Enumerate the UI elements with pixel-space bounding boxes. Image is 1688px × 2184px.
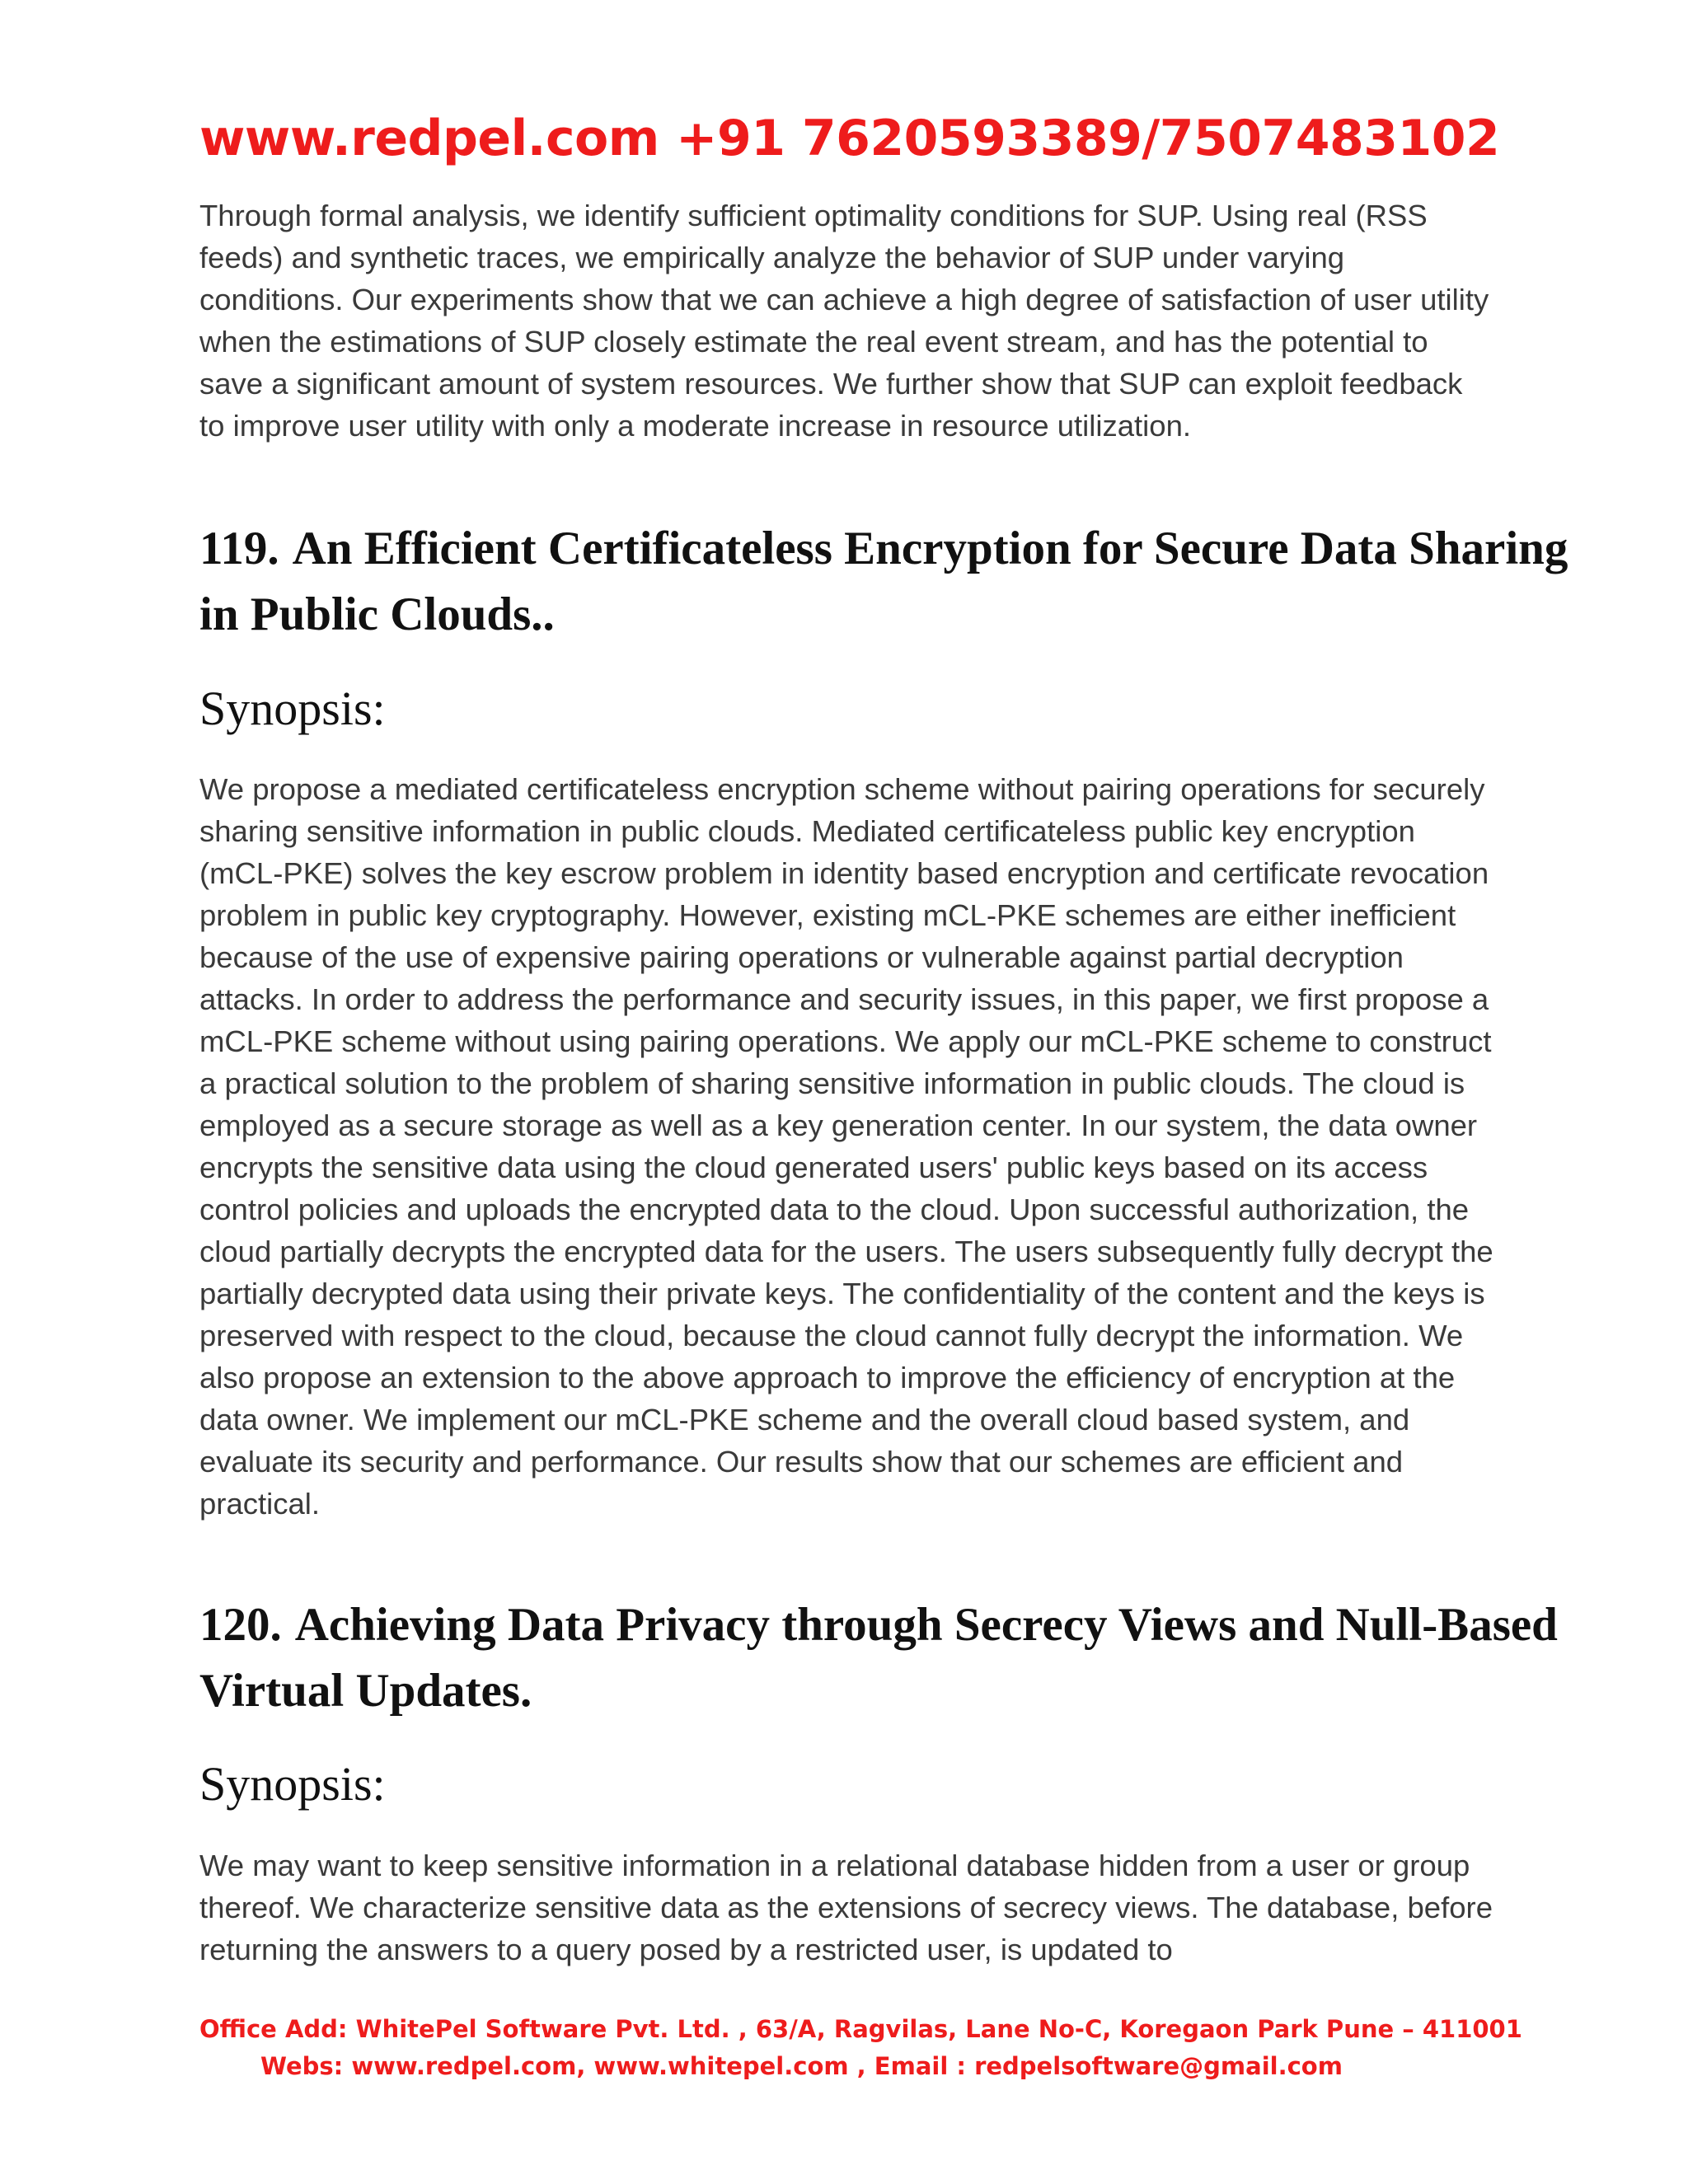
intro-paragraph: Through formal analysis, we identify sufficient optimality conditions for SUP. Using real (RSS feeds) and synthetic traces, we empirically analyze the behavior of SUP under varying conditions. Our experiments show that we can achieve a high degree of satisfaction of user utility when the estimations of SUP closely estimate the real event stream, and has the potential to save a significant amount of system resources. We further show that SUP can exploit feedback to improve user utility with only a moderate increase in resource utilization. <box>199 199 1489 443</box>
synopsis-label: Synopsis: <box>199 682 386 735</box>
section-body-119: We propose a mediated certificateless encryption scheme without pairing operations for securely sharing sensitive information in public clouds. Mediated certificateless public key encryption (mCL-PKE) solves the key escrow problem in identity based encryption and certificate revocation problem in public key cryptography. However, existing mCL-PKE schemes are either inefficient because of the use of expensive pairing operations or vulnerable against partial decryption attacks. In order to address the performance and security issues, in this paper, we first propose a mCL-PKE scheme without using pairing operations. We apply our mCL-PKE scheme to construct a practical solution to the problem of sharing sensitive information in public clouds. The cloud is employed as a secure storage as well as a key generation center. In our system, the data owner encrypts the sensitive data using the cloud generated users' public keys based on its access control policies and uploads the encrypted data to the cloud. Upon successful authorization, the cloud partially decrypts the encrypted data for the users. The users subsequently fully decrypt the partially decrypted data using their private keys. The confidentiality of the content and the keys is preserved with respect to the cloud, because the cloud cannot fully decrypt the information. We also propose an extension to the above approach to improve the efficiency of encryption at the data owner. We implement our mCL-PKE scheme and the overall cloud based system, and evaluate its security and performance. Our results show that our schemes are efficient and practical. <box>199 772 1493 1521</box>
footer-websites-email: Webs: www.redpel.com, www.whitepel.com , Email : redpelsoftware@gmail.com <box>260 2052 1343 2080</box>
header-contact-line: www.redpel.com +91 7620593389/7507483102 <box>199 110 1500 167</box>
section-body-120: We may want to keep sensitive information in a relational database hidden from a user or group thereof. We characterize sensitive data as the extensions of secrecy views. The database, before returning the answers to a query posed by a restricted user, is updated to <box>199 1849 1493 1966</box>
synopsis-label: Synopsis: <box>199 1757 386 1811</box>
section-title: Achieving Data Privacy through Secrecy Views and Null-Based Virtual Updates. <box>199 1599 1558 1717</box>
section-heading-120 <box>199 1592 1601 1724</box>
footer-office-address: Office Add: WhitePel Software Pvt. Ltd. , 63/A, Ragvilas, Lane No-C, Koregaon Park Pune – 411001 <box>199 2015 1522 2043</box>
section-number: 119. <box>199 523 279 574</box>
section-heading-119 <box>199 516 1601 648</box>
section-title: An Efficient Certificateless Encryption for Secure Data Sharing in Public Clouds.. <box>199 523 1568 640</box>
section-number: 120. <box>199 1599 282 1651</box>
